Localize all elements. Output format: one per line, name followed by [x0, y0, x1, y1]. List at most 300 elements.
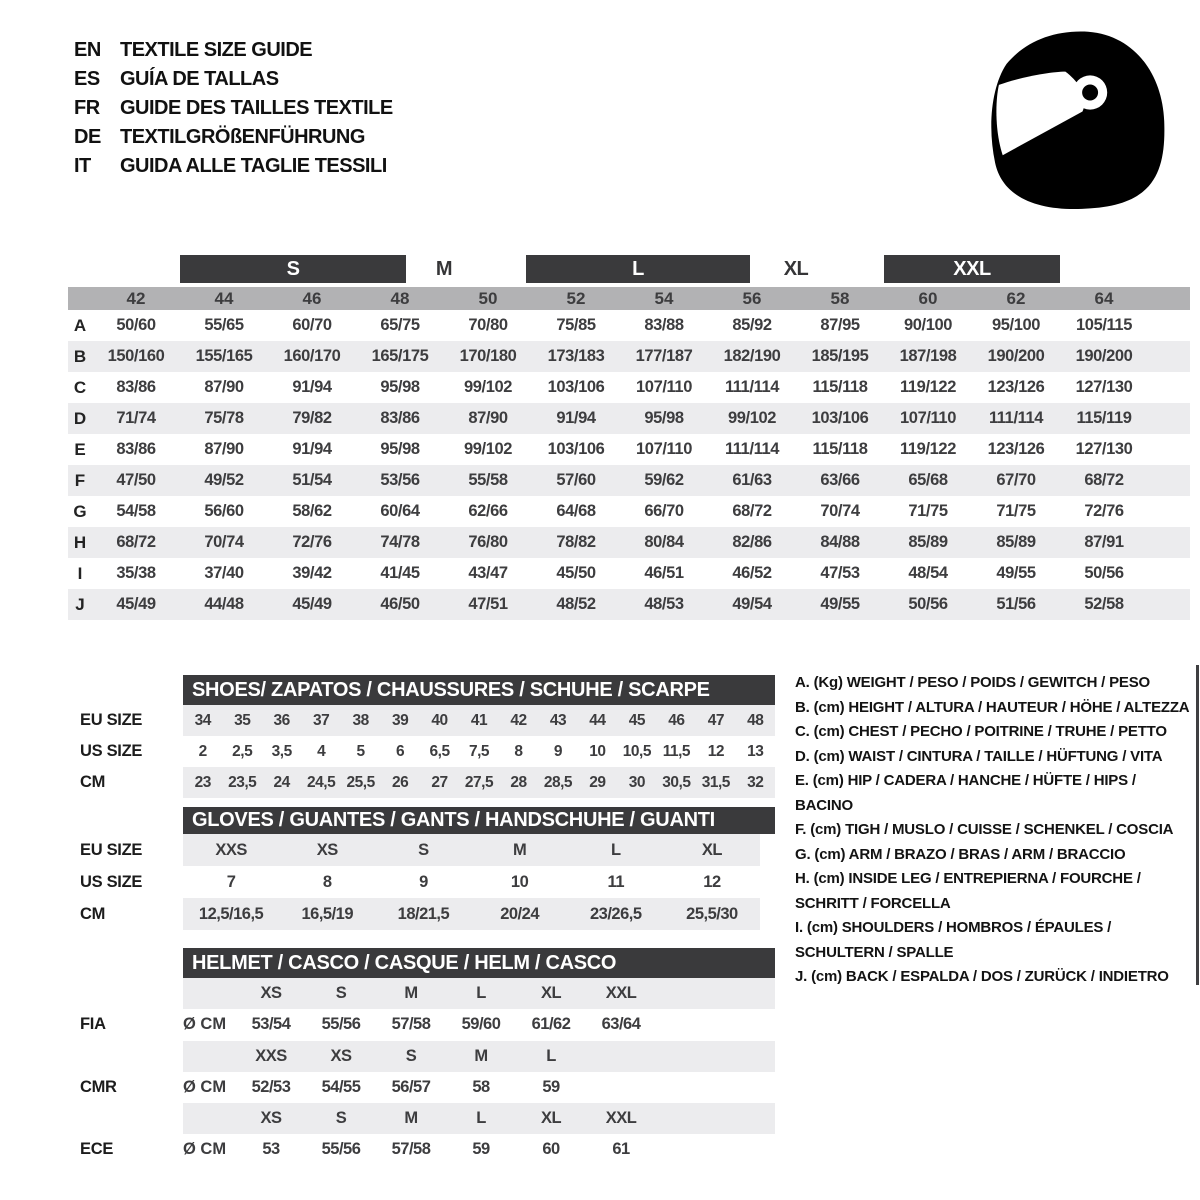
- size-value: 72/76: [292, 533, 332, 551]
- helmet-size-value: [586, 1072, 656, 1103]
- textile-row: [68, 496, 1190, 527]
- size-cell: 44: [589, 711, 606, 729]
- size-cell: 25,5/30: [686, 904, 738, 923]
- size-cell: 7,5: [468, 742, 490, 760]
- helmet-section: [80, 948, 775, 1166]
- language-title: GUIDE DES TAILLES TEXTILE: [120, 97, 393, 119]
- size-value: 83/86: [380, 409, 420, 427]
- size-value: 99/102: [463, 378, 513, 396]
- size-value: 187/198: [899, 347, 957, 365]
- helmet-size-header: XL: [540, 1109, 562, 1128]
- size-column-header: 64: [1094, 288, 1114, 308]
- sub-row-label: CM: [80, 904, 106, 923]
- gloves-title: GLOVES / GUANTES / GANTS / HANDSCHUHE / GUANTI: [183, 807, 775, 834]
- textile-row: [68, 527, 1190, 558]
- size-value: 44/48: [204, 595, 244, 613]
- size-cell: 48: [747, 711, 764, 729]
- row-label: C: [73, 377, 87, 397]
- size-value: 46/51: [644, 564, 684, 582]
- size-cell: 16,5/19: [301, 904, 354, 923]
- size-cell: 29: [589, 773, 606, 791]
- textile-row: [68, 310, 1190, 341]
- size-cell: 6,5: [429, 742, 450, 760]
- textile-row: [68, 558, 1190, 589]
- helmet-title: HELMET / CASCO / CASQUE / HELM / CASCO: [183, 948, 775, 978]
- language-code: DE: [74, 126, 101, 148]
- language-code: EN: [74, 39, 101, 61]
- standard-label: FIA: [80, 1015, 106, 1034]
- row-label: A: [73, 315, 87, 335]
- legend-item: I. (cm) SHOULDERS / HOMBROS / ÉPAULES / SCHULTERN / SPALLE: [795, 919, 1112, 961]
- size-value: 51/54: [292, 471, 332, 489]
- size-cell: 32: [747, 773, 764, 791]
- size-value: 48/52: [556, 595, 596, 613]
- legend-item: J. (cm) BACK / ESPALDA / DOS / ZURÜCK / INDIETRO: [795, 968, 1169, 985]
- size-column-header: 50: [478, 288, 498, 308]
- legend-item: H. (cm) INSIDE LEG / ENTREPIERNA / FOURCHE / SCHRITT / FORCELLA: [795, 870, 1141, 912]
- size-value: 50/56: [908, 595, 948, 613]
- size-value: 57/60: [556, 471, 596, 489]
- size-cell: 28,5: [543, 773, 573, 791]
- size-value: 60/70: [292, 316, 332, 334]
- size-value: 47/51: [468, 595, 508, 613]
- size-value: 111/114: [988, 409, 1044, 427]
- helmet-size-value: 59: [472, 1140, 490, 1159]
- size-value: 59/62: [644, 471, 684, 489]
- size-value: 46/50: [380, 595, 420, 613]
- size-value: 185/195: [811, 347, 869, 365]
- size-cell: XS: [316, 840, 338, 859]
- sub-row-label: EU SIZE: [80, 711, 143, 729]
- size-value: 83/88: [644, 316, 684, 334]
- helmet-size-header: L: [476, 984, 486, 1002]
- size-value: 75/85: [556, 316, 596, 334]
- size-cell: 36: [273, 711, 290, 729]
- size-column-header: 60: [918, 288, 938, 308]
- size-cell: 11,5: [662, 742, 691, 760]
- diameter-unit-label: Ø CM: [183, 1140, 227, 1159]
- sub-cells: [183, 978, 656, 1009]
- helmet-size-value: 59/60: [461, 1015, 501, 1034]
- helmet-size-value: 55/56: [321, 1140, 361, 1159]
- size-value: 55/58: [468, 471, 508, 489]
- size-cell: 12: [707, 742, 724, 760]
- size-cell: 11: [607, 872, 624, 891]
- legend-item: B. (cm) HEIGHT / ALTURA / HAUTEUR / HÖHE / ALTEZZA: [795, 698, 1190, 716]
- size-cell: 9: [419, 872, 428, 891]
- size-cell: 9: [553, 742, 563, 760]
- sub-cells: [183, 1009, 656, 1040]
- size-value: 90/100: [903, 316, 953, 334]
- textile-rows: [68, 310, 1190, 620]
- row-label: J: [75, 594, 85, 614]
- size-cell: 24: [273, 773, 290, 791]
- size-columns-row: [68, 287, 1190, 310]
- diameter-unit-label: Ø CM: [183, 1015, 227, 1034]
- size-cell: 5: [356, 742, 365, 760]
- size-value: 87/90: [468, 409, 508, 427]
- size-value: 63/66: [820, 471, 860, 489]
- size-value: 46/52: [732, 564, 772, 582]
- helmet-value-row: [80, 1009, 775, 1040]
- size-value: 111/114: [724, 440, 780, 458]
- size-value: 177/187: [635, 347, 693, 365]
- gloves-row: [80, 898, 760, 930]
- measurement-legend: [795, 671, 1193, 990]
- size-value: 48/54: [908, 564, 948, 582]
- size-value: 150/160: [107, 347, 165, 365]
- shoes-row: [80, 767, 775, 798]
- helmet-size-value: 59: [542, 1077, 560, 1096]
- row-label: F: [74, 470, 86, 490]
- shoes-title: SHOES/ ZAPATOS / CHAUSSURES / SCHUHE / SCARPE: [183, 675, 775, 705]
- size-cell: XL: [701, 840, 722, 859]
- helmet-size-value: 57/58: [391, 1015, 431, 1034]
- size-cell: 27,5: [464, 773, 494, 791]
- helmet-size-header: XL: [540, 984, 562, 1002]
- size-value: 82/86: [732, 533, 772, 551]
- size-value: 53/56: [380, 471, 420, 489]
- textile-row: [68, 403, 1190, 434]
- size-value: 99/102: [727, 409, 777, 427]
- helmet-size-value: 57/58: [391, 1140, 431, 1159]
- size-cell: 23,5: [228, 773, 257, 791]
- size-cell: 38: [352, 711, 369, 729]
- sub-row-label: CM: [80, 773, 106, 791]
- language-row: [74, 123, 393, 152]
- size-value: 127/130: [1075, 440, 1133, 458]
- size-value: 37/40: [204, 564, 244, 582]
- size-value: 71/75: [908, 502, 948, 520]
- helmet-size-header: XS: [260, 984, 282, 1002]
- helmet-value-row: [80, 1072, 775, 1103]
- size-value: 103/106: [547, 440, 605, 458]
- size-band-row: [68, 255, 1190, 283]
- size-cell: 31,5: [701, 773, 730, 791]
- language-row: [74, 94, 393, 123]
- language-title: GUÍA DE TALLAS: [120, 68, 279, 90]
- size-value: 65/75: [380, 316, 420, 334]
- size-cell: 30: [628, 773, 646, 791]
- language-row: [74, 36, 393, 65]
- size-cell: 4: [317, 742, 326, 760]
- size-value: 173/183: [547, 347, 605, 365]
- shoes-row: [80, 736, 775, 767]
- helmet-value-row: [80, 1134, 775, 1165]
- size-value: 71/74: [116, 409, 156, 427]
- size-value: 87/95: [820, 316, 860, 334]
- size-cell: 10: [510, 872, 529, 891]
- size-value: 43/47: [468, 564, 508, 582]
- size-cell: 41: [470, 711, 488, 729]
- size-value: 50/60: [116, 316, 156, 334]
- legend-item: E. (cm) HIP / CADERA / HANCHE / HÜFTE / HIPS / BACINO: [795, 772, 1136, 814]
- size-cell: 12: [703, 872, 721, 891]
- size-cell: 25,5: [346, 773, 375, 791]
- size-cell: 37: [313, 711, 330, 729]
- size-value: 107/110: [636, 378, 692, 396]
- sub-cells: [183, 736, 775, 767]
- helmet-size-header: L: [546, 1046, 556, 1065]
- size-column-header: 62: [1006, 288, 1026, 308]
- textile-row: [68, 589, 1190, 620]
- sub-cells: [183, 834, 760, 866]
- size-value: 91/94: [292, 440, 332, 458]
- size-value: 190/200: [1075, 347, 1133, 365]
- size-value: 49/52: [204, 471, 244, 489]
- row-label: H: [73, 532, 87, 552]
- size-cell: M: [512, 840, 527, 859]
- size-value: 83/86: [116, 440, 156, 458]
- size-value: 80/84: [644, 533, 684, 551]
- size-value: 72/76: [1084, 502, 1124, 520]
- size-value: 85/89: [908, 533, 948, 551]
- size-cell: 30,5: [662, 773, 691, 791]
- size-cell: 13: [747, 742, 764, 760]
- size-column-header: 54: [654, 288, 674, 308]
- size-cell: 18/21,5: [397, 904, 450, 923]
- size-cell: 2: [198, 742, 207, 760]
- unit-spacer: [183, 1103, 236, 1134]
- page-edge-line: [1196, 665, 1199, 985]
- helmet-size-header: XS: [330, 1046, 352, 1065]
- size-column-header: 42: [126, 288, 146, 308]
- sub-cells: [183, 767, 775, 798]
- size-value: 85/89: [996, 533, 1036, 551]
- size-value: 61/63: [732, 471, 772, 489]
- helmet-size-value: 60: [542, 1140, 560, 1159]
- size-band-xl: XL: [783, 257, 809, 280]
- helmet-size-value: 61/62: [531, 1015, 571, 1034]
- sub-cells: [183, 1134, 656, 1165]
- size-value: 55/65: [204, 316, 244, 334]
- shoes-row: [80, 705, 775, 736]
- size-value: 84/88: [820, 533, 860, 551]
- size-cell: 28: [510, 773, 527, 791]
- size-value: 99/102: [463, 440, 513, 458]
- textile-row: [68, 341, 1190, 372]
- language-title: TEXTILGRÖßENFÜHRUNG: [120, 126, 365, 148]
- helmet-size-header: XXL: [605, 984, 637, 1002]
- size-cell: 8: [514, 742, 523, 760]
- size-value: 190/200: [987, 347, 1045, 365]
- size-cell: 23/26,5: [589, 904, 642, 923]
- size-value: 85/92: [732, 316, 772, 334]
- size-value: 45/49: [116, 595, 156, 613]
- legend-item: D. (cm) WAIST / CINTURA / TAILLE / HÜFTUNG / VITA: [795, 747, 1163, 765]
- size-cell: 24,5: [307, 773, 336, 791]
- row-label: I: [77, 563, 83, 583]
- sub-cells: [183, 866, 760, 898]
- standard-label: ECE: [80, 1140, 114, 1159]
- size-value: 39/42: [292, 564, 332, 582]
- helmet-size-value: 61: [612, 1140, 630, 1159]
- size-cell: XXS: [215, 840, 247, 859]
- size-value: 95/98: [380, 440, 420, 458]
- shoes-section: [80, 675, 775, 798]
- size-column-header: 56: [742, 288, 762, 308]
- size-cell: 39: [391, 711, 409, 729]
- legend-item: C. (cm) CHEST / PECHO / POITRINE / TRUHE / PETTO: [795, 723, 1167, 740]
- size-value: 58/62: [292, 502, 332, 520]
- helmet-size-value: 52/53: [251, 1077, 291, 1096]
- helmet-size-value: 56/57: [391, 1077, 431, 1096]
- size-value: 91/94: [556, 409, 596, 427]
- helmet-size-value: 54/55: [321, 1077, 361, 1096]
- size-value: 49/55: [820, 595, 860, 613]
- textile-row: [68, 372, 1190, 403]
- size-value: 45/49: [292, 595, 332, 613]
- size-value: 68/72: [732, 502, 772, 520]
- size-column-header: 48: [390, 288, 410, 308]
- language-list: [74, 36, 393, 181]
- language-row: [74, 65, 393, 94]
- size-value: 111/114: [724, 378, 780, 396]
- size-cell: 40: [431, 711, 448, 729]
- unit-spacer: [183, 1041, 236, 1072]
- size-value: 65/68: [908, 471, 948, 489]
- sub-cells: [183, 898, 760, 930]
- size-value: 165/175: [371, 347, 429, 365]
- helmet-size-header: XXS: [255, 1046, 287, 1065]
- row-label: G: [73, 501, 87, 521]
- language-title: GUIDA ALLE TAGLIE TESSILI: [120, 155, 387, 177]
- helmet-size-value: 53: [262, 1140, 280, 1159]
- size-value: 60/64: [380, 502, 420, 520]
- helmet-size-header: S: [335, 1109, 347, 1128]
- size-cell: 46: [668, 711, 685, 729]
- helmet-size-header: L: [476, 1109, 486, 1128]
- size-value: 182/190: [723, 347, 781, 365]
- size-value: 47/53: [820, 564, 860, 582]
- language-code: FR: [74, 97, 100, 119]
- size-band-s: S: [180, 255, 406, 283]
- size-cell: 47: [707, 711, 724, 729]
- helmet-size-header: XXL: [605, 1109, 637, 1128]
- size-cell: 35: [234, 711, 251, 729]
- helmet-size-value: 53/54: [251, 1015, 291, 1034]
- size-value: 78/82: [556, 533, 596, 551]
- helmet-size-value: 58: [472, 1077, 490, 1096]
- size-value: 70/74: [820, 502, 860, 520]
- helmet-size-header: M: [474, 1046, 488, 1065]
- size-cell: 42: [510, 711, 527, 729]
- size-value: 75/78: [204, 409, 244, 427]
- textile-size-table: [68, 255, 1190, 620]
- size-column-header: 52: [566, 288, 586, 308]
- helmet-size-header: S: [335, 984, 347, 1002]
- size-value: 68/72: [1084, 471, 1124, 489]
- size-cell: 3,5: [271, 742, 292, 760]
- size-value: 123/126: [987, 378, 1045, 396]
- size-value: 119/122: [900, 440, 956, 458]
- size-value: 49/55: [996, 564, 1036, 582]
- helmet-rows: [80, 978, 775, 1165]
- helmet-size-header: [586, 1041, 656, 1072]
- size-cell: 7: [226, 872, 236, 891]
- legend-item: A. (Kg) WEIGHT / PESO / POIDS / GEWITCH / PESO: [795, 674, 1150, 691]
- size-value: 155/165: [195, 347, 253, 365]
- size-value: 160/170: [283, 347, 341, 365]
- size-value: 64/68: [556, 502, 596, 520]
- helmet-size-header: M: [404, 1109, 418, 1128]
- size-value: 103/106: [547, 378, 605, 396]
- helmet-size-header: S: [405, 1046, 417, 1065]
- size-value: 127/130: [1075, 378, 1133, 396]
- sub-cells: [183, 1072, 656, 1103]
- size-value: 70/74: [204, 533, 244, 551]
- gloves-row: [80, 866, 760, 898]
- sub-cells: [183, 1103, 656, 1134]
- size-value: 45/50: [556, 564, 596, 582]
- size-value: 54/58: [116, 502, 156, 520]
- size-value: 47/50: [116, 471, 156, 489]
- legend-item: F. (cm) TIGH / MUSLO / CUISSE / SCHENKEL / COSCIA: [795, 821, 1174, 838]
- size-column-header: 58: [830, 288, 850, 308]
- size-value: 79/82: [292, 409, 332, 427]
- size-value: 115/118: [812, 440, 868, 458]
- language-code: ES: [74, 68, 100, 90]
- gloves-rows: [80, 834, 775, 930]
- size-value: 87/90: [204, 378, 244, 396]
- size-column-header: 46: [302, 288, 322, 308]
- size-value: 52/58: [1084, 595, 1124, 613]
- language-code: IT: [74, 155, 91, 177]
- size-value: 50/56: [1084, 564, 1124, 582]
- size-value: 66/70: [644, 502, 684, 520]
- sub-cells: [183, 705, 775, 736]
- row-label: B: [73, 346, 87, 366]
- size-value: 35/38: [116, 564, 156, 582]
- size-value: 105/115: [1076, 316, 1132, 334]
- legend-item: G. (cm) ARM / BRAZO / BRAS / ARM / BRACCIO: [795, 845, 1126, 863]
- size-cell: 6: [396, 742, 405, 760]
- textile-row: [68, 434, 1190, 465]
- size-value: 67/70: [996, 471, 1036, 489]
- size-value: 91/94: [292, 378, 332, 396]
- size-value: 48/53: [644, 595, 684, 613]
- size-value: 107/110: [636, 440, 692, 458]
- size-value: 170/180: [459, 347, 517, 365]
- language-row: [74, 152, 393, 181]
- gloves-row: [80, 834, 760, 866]
- shoes-rows: [80, 705, 775, 798]
- row-label: D: [73, 408, 87, 428]
- standard-label: CMR: [80, 1077, 117, 1096]
- size-band-l: L: [526, 255, 750, 283]
- size-cell: 45: [628, 711, 646, 729]
- size-cell: 12,5/16,5: [198, 904, 264, 923]
- helmet-size-header-row: [183, 1103, 775, 1134]
- size-value: 119/122: [900, 378, 956, 396]
- size-value: 123/126: [987, 440, 1045, 458]
- size-value: 68/72: [116, 533, 156, 551]
- size-cell: 2,5: [232, 742, 253, 760]
- size-value: 103/106: [811, 409, 869, 427]
- size-value: 49/54: [732, 595, 772, 613]
- size-band-xxl: XXL: [884, 255, 1060, 283]
- helmet-size-header: XS: [260, 1109, 282, 1128]
- size-cell: 27: [431, 773, 448, 791]
- size-cell: L: [610, 840, 621, 859]
- size-value: 41/45: [380, 564, 420, 582]
- unit-spacer: [183, 978, 236, 1009]
- language-title: TEXTILE SIZE GUIDE: [120, 39, 313, 61]
- size-cell: 10: [589, 742, 606, 760]
- size-value: 87/91: [1084, 533, 1124, 551]
- racing-helmet-icon: [978, 26, 1168, 216]
- size-cell: 26: [391, 773, 409, 791]
